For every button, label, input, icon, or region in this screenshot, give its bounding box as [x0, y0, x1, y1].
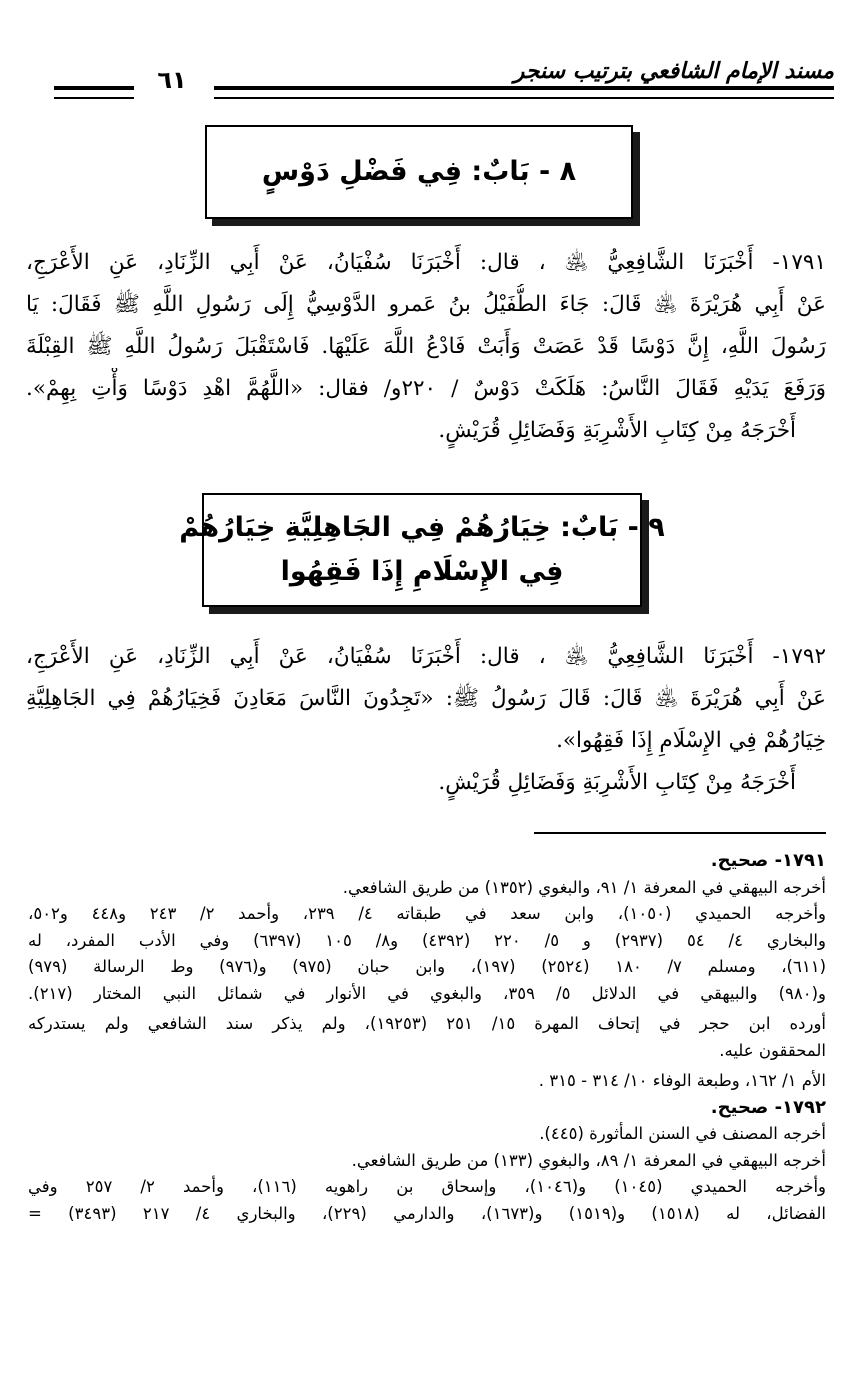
footnote-line: الفضائل، له (١٥١٨) و(١٥١٩) و(١٦٧٣)، والدارمي (٢٢٩)، والبخاري ٤/ ٢١٧ (٣٤٩٣) =: [28, 1203, 826, 1223]
footnote-heading-1792: ١٧٩٢- صحيح.: [710, 1096, 826, 1118]
hadith-line: عَنْ أَبِي هُرَيْرَةَ ﵁ قَالَ: قَالَ رَسُولُ ﷺ: «تَجِدُونَ النَّاسَ مَعَادِنَ فَخِيَارُهُمْ فِي الجَاهِلِيَّةِ: [26, 686, 826, 711]
footnote-separator: [534, 832, 826, 834]
chapter-9-heading-box: [179, 493, 665, 607]
hadith-line: وَرَفَعَ يَدَيْهِ فَقَالَ النَّاسُ: هَلَكَتْ دَوْسٌ / ٢٢٠و/ فقال: «اللَّهُمَّ اهْدِ دَوْسًا وَأْتِ بِهِمْ».: [26, 376, 826, 401]
running-title: مسند الإمام الشافعي بترتيب سنجر: [513, 58, 834, 84]
footnote-line: و(٩٨٠) والبيهقي في الدلائل ٥/ ٣٥٩، والبغوي في الأنوار في شمائل النبي المختار (٢١٧).: [28, 983, 826, 1003]
footnote-line: أورده ابن حجر في إتحاف المهرة ١٥/ ٢٥١ (١٩٢٥٣)، ولم يذكر سند الشافعي ولم يستدركه: [28, 1014, 826, 1033]
footnote-heading-1791: ١٧٩١- صحيح.: [710, 850, 826, 871]
hadith-line: ١٧٩٢- أَخْبَرَنَا الشَّافِعِيُّ ﵁ ، قال: أَخْبَرَنَا سُفْيَانُ، عَنْ أَبِي الزِّنَادِ، عَنِ الأَعْرَجِ،: [26, 644, 826, 669]
hadith-source: أَخْرَجَهُ مِنْ كِتَابِ الأَشْرِبَةِ وَفَضَائِلِ قُرَيْشٍ.: [438, 770, 796, 795]
hadith-1792: [26, 636, 826, 804]
hadith-line: عَنْ أَبِي هُرَيْرَةَ ﵁ قَالَ: جَاءَ الطُّفَيْلُ بنُ عَمرو الدَّوْسِيُّ إِلَى رَسُولِ اللَّهِ ﷺ فَقَالَ: يَا: [26, 292, 826, 317]
footnote-line: والبخاري ٤/ ٥٤ (٢٩٣٧) و ٥/ ٢٢٠ (٤٣٩٢) و٨/ ١٠٥ (٦٣٩٧) وفي الأدب المفرد، له: [28, 930, 826, 950]
chapter-9-title-line-2: فِي الإِسْلَامِ إِذَا فَقِهُوا: [280, 556, 564, 587]
hadith-source: أَخْرَجَهُ مِنْ كِتَابِ الأَشْرِبَةِ وَفَضَائِلِ قُرَيْشٍ.: [438, 418, 796, 443]
header-rule: [214, 86, 834, 99]
chapter-8-title: ٨ - بَابٌ: فِي فَضْلِ دَوْسٍ: [261, 156, 577, 187]
chapter-8-heading-box: [205, 125, 633, 219]
footnote-line: وأخرجه الحميدي (١٠٥٠)، وابن سعد في طبقاته ٤/ ٢٣٩، وأحمد ٢/ ٢٤٣ و٤٤٨ و٥٠٢،: [28, 904, 826, 923]
footnote-line: أخرجه البيهقي في المعرفة ١/ ٩١، والبغوي (١٣٥٢) من طريق الشافعي.: [342, 877, 826, 897]
page-number: ٦١: [157, 66, 187, 94]
footnote-line: الأم ١/ ١٦٢، وطبعة الوفاء ١٠/ ٣١٤ - ٣١٥ .: [538, 1071, 826, 1090]
footnotes: [28, 848, 826, 1227]
footnote-line: المحققون عليه.: [719, 1040, 826, 1060]
footnote-line: أخرجه المصنف في السنن المأثورة (٤٤٥).: [539, 1124, 826, 1143]
footnote-line: وأخرجه الحميدي (١٠٤٥) و(١٠٤٦)، وإسحاق بن راهويه (١١٦)، وأحمد ٢/ ٢٥٧ وفي: [28, 1177, 826, 1196]
header-rule-short: [54, 86, 134, 99]
footnote-line: أخرجه البيهقي في المعرفة ١/ ٨٩، والبغوي (١٣٣) من طريق الشافعي.: [351, 1150, 826, 1170]
chapter-9-title-line-1: ٩ - بَابٌ: خِيَارُهُمْ فِي الجَاهِلِيَّةِ خِيَارُهُمْ: [179, 512, 665, 543]
hadith-line: رَسُولَ اللَّهِ، إِنَّ دَوْسًا قَدْ عَصَتْ وَأَبَتْ فَادْعُ اللَّهَ عَلَيْهَا. فَاسْتَقْبَلَ رَسُولُ اللَّهِ ﷺ القِبْلَةَ: [26, 334, 826, 359]
footnote-line: (٦١١)، ومسلم ٧/ ١٨٠ (٢٥٢٤) (١٩٧)، وابن حبان (٩٧٥) و(٩٧٦) وط الرسالة (٩٧٩): [28, 957, 826, 976]
hadith-1791: [26, 242, 826, 452]
hadith-line: ١٧٩١- أَخْبَرَنَا الشَّافِعِيُّ ﵁ ، قال: أَخْبَرَنَا سُفْيَانُ، عَنْ أَبِي الزِّنَادِ، عَنِ الأَعْرَجِ،: [26, 250, 826, 275]
hadith-line: خِيَارُهُمْ فِي الإِسْلَامِ إِذَا فَقِهُوا».: [556, 728, 826, 753]
